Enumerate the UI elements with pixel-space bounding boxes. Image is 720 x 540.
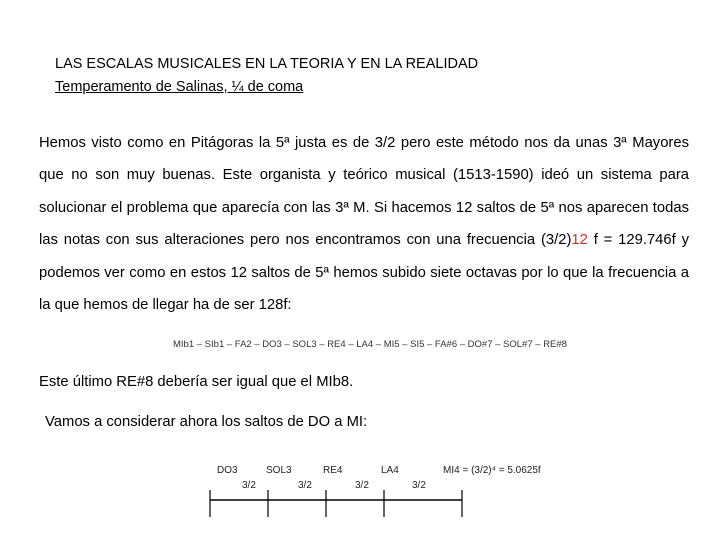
note-label-2: RE4 xyxy=(323,465,343,476)
note-label-0: DO3 xyxy=(217,465,238,476)
interval-label-2: 3/2 xyxy=(355,480,369,491)
paragraph-intro xyxy=(39,127,689,321)
interval-label-3: 3/2 xyxy=(412,480,426,491)
interval-label-0: 3/2 xyxy=(242,480,256,491)
interval-label-1: 3/2 xyxy=(298,480,312,491)
note-label-1: SOL3 xyxy=(266,465,292,476)
exponent-highlight: 12 xyxy=(571,232,588,249)
fifths-sequence: MIb1 – SIb1 – FA2 – DO3 – SOL3 – RE4 – LA4 – MI5 – SI5 – FA#6 – DO#7 – SOL#7 – RE#8 xyxy=(173,339,567,350)
note-label-3: LA4 xyxy=(381,465,399,476)
note-label-4: MI4 = (3/2)⁴ = 5.0625f xyxy=(443,465,541,476)
page-title: LAS ESCALAS MUSICALES EN LA TEORIA Y EN LA REALIDAD xyxy=(55,56,479,72)
paragraph-do-mi: Vamos a considerar ahora los saltos de DO a MI: xyxy=(45,414,368,430)
paragraph-intro-text-2: f = 129.746f y podemos ver como en estos 12 saltos de 5ª hemos subido siete octavas por lo que la frecuencia a la que hemos de llegar ha de ser 128f: xyxy=(39,232,689,314)
page-subtitle: Temperamento de Salinas, ¼ de coma xyxy=(55,79,304,95)
paragraph-intro-text-1: Hemos visto como en Pitágoras la 5ª justa es de 3/2 pero este método nos da unas 3ª Mayores que no son muy buenas. Este organista y teórico musical (1513-1590) ideó un sistema para solucionar el problema que aparecía con las 3ª M. Si hacemos 12 saltos de 5ª nos aparecen todas las notas con sus alteraciones pero nos encontramos con una frecuencia (3/2) xyxy=(39,135,689,249)
paragraph-resd8: Este último RE#8 debería ser igual que el MIb8. xyxy=(39,374,354,390)
fifths-diagram xyxy=(0,455,720,540)
